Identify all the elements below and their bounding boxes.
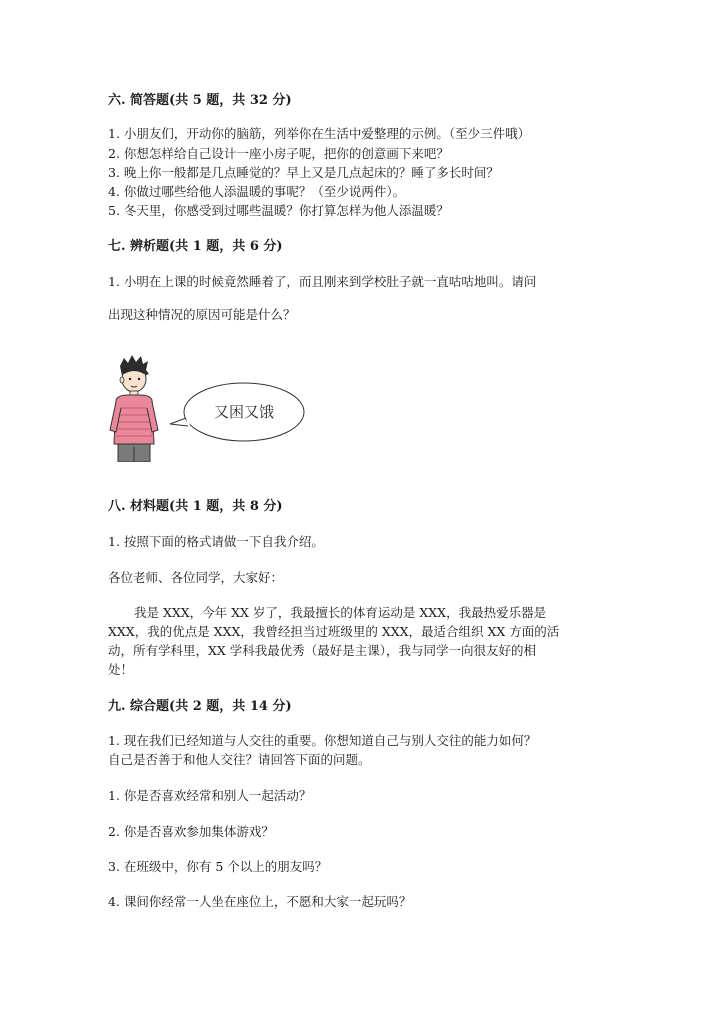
question-text: 1. 现在我们已经知道与人交往的重要。你想知道自己与别人交往的能力如何？ xyxy=(108,733,537,748)
boy-speech-illustration xyxy=(108,352,313,462)
greeting-text: 各位老师、各位同学，大家好： xyxy=(108,570,284,585)
list-item: 1. 你是否喜欢经常和别人一起活动？ xyxy=(108,788,312,803)
list-item: 4. 课间你经常一人坐在座位上，不愿和大家一起玩吗？ xyxy=(108,894,412,909)
section-8-heading: 八. 材料题(共 1 题，共 8 分) xyxy=(108,499,283,514)
question-text: 出现这种情况的原因可能是什么？ xyxy=(108,307,296,322)
list-item: 3. 在班级中，你有 5 个以上的朋友吗？ xyxy=(108,859,328,874)
list-item: 1. 小朋友们，开动你的脑筋，列举你在生活中爱整理的示例。（至少三件哦） xyxy=(108,126,531,141)
boy-figure xyxy=(110,355,158,462)
list-item: 3. 晚上你一般都是几点睡觉的？早上又是几点起床的？睡了多长时间？ xyxy=(108,165,499,180)
question-text: 自己是否善于和他人交往？请回答下面的问题。 xyxy=(108,752,371,767)
question-text: 1. 小明在上课的时候竟然睡着了，而且刚来到学校肚子就一直咕咕地叫。请问 xyxy=(108,274,537,289)
bubble-text: 又困又饿 xyxy=(213,403,275,421)
speech-bubble xyxy=(170,383,304,441)
paragraph-line: 处！ xyxy=(108,662,134,677)
question-text: 1. 按照下面的格式请做一下自我介绍。 xyxy=(108,534,324,549)
paragraph-line: 动，所有学科里，XX 学科我最优秀（最好是主课），我与同学一向很友好的相 xyxy=(108,643,537,658)
list-item: 5. 冬天里，你感受到过哪些温暖？你打算怎样为他人添温暖？ xyxy=(108,203,449,218)
section-9-heading: 九. 综合题(共 2 题，共 14 分) xyxy=(108,699,292,714)
list-item: 4. 你做过哪些给他人添温暖的事呢？（至少说两件）。 xyxy=(108,184,406,199)
list-item: 2. 你是否喜欢参加集体游戏？ xyxy=(108,824,274,839)
paragraph-line: 我是 XXX，今年 XX 岁了，我最擅长的体育运动是 XXX，我最热爱乐器是 xyxy=(134,605,547,620)
paragraph-line: XXX，我的优点是 XXX，我曾经担当过班级里的 XXX，最适合组织 XX 方面的活 xyxy=(108,624,560,639)
section-7-heading: 七. 辨析题(共 1 题，共 6 分) xyxy=(108,239,283,254)
list-item: 2. 你想怎样给自己设计一座小房子呢，把你的创意画下来吧？ xyxy=(108,146,449,161)
section-6-heading: 六. 简答题(共 5 题，共 32 分) xyxy=(108,93,292,108)
